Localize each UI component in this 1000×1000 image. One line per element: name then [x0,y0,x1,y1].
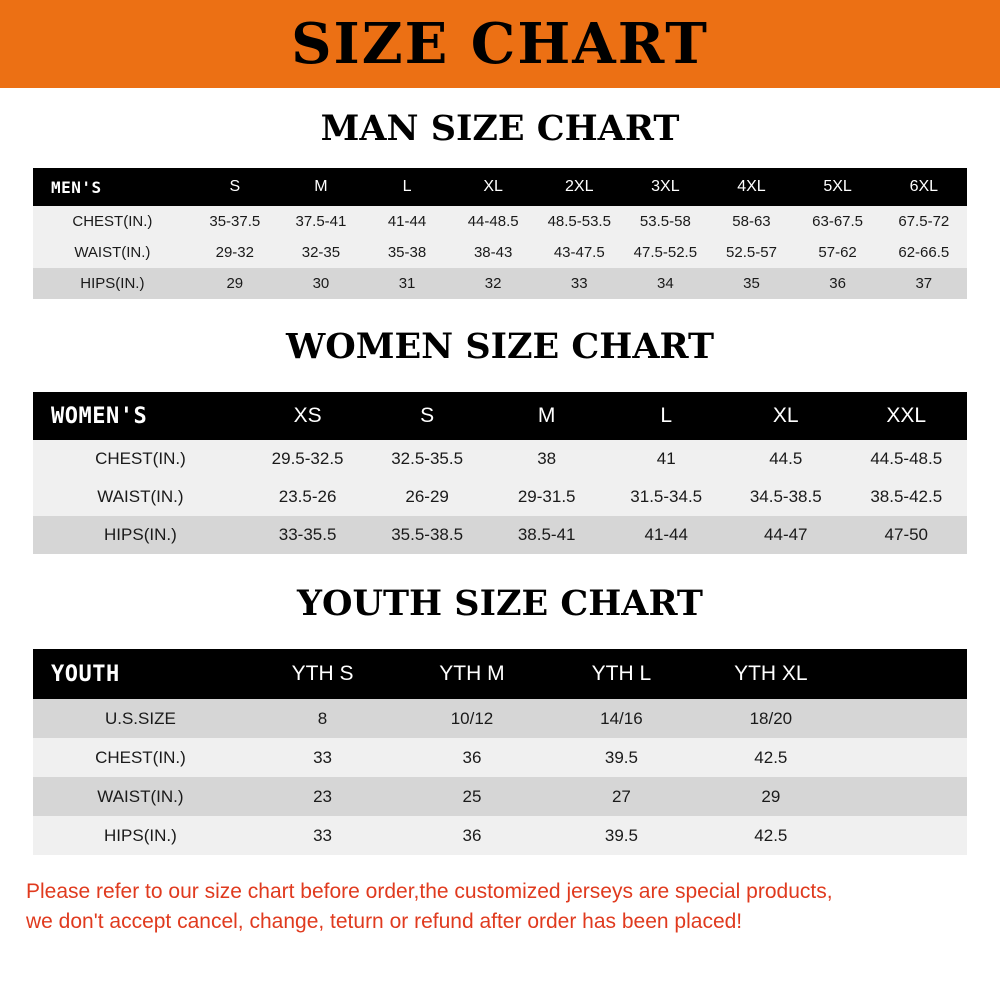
man-cell: 33 [536,268,622,299]
man-corner-label: MEN'S [51,177,102,197]
youth-cell: 33 [248,738,397,777]
man-col-header: S [229,178,241,195]
header-banner [0,0,1000,88]
man-cell: 34 [622,268,708,299]
man-col-header: 5XL [823,178,852,195]
man-col-header: XL [483,178,503,195]
man-section-heading: MAN SIZE CHART [320,108,680,149]
man-table-header-row [33,168,967,206]
youth-section-heading: YOUTH SIZE CHART [297,583,703,624]
man-cell: 30 [278,268,364,299]
page-title: SIZE CHART [291,11,709,77]
man-cell: 48.5-53.5 [536,206,622,237]
man-col-header: 4XL [737,178,766,195]
women-cell: 44.5-48.5 [846,440,967,478]
youth-cell: 39.5 [547,816,696,855]
women-cell: 29.5-32.5 [248,440,368,478]
women-cell: 38.5-41 [487,516,607,554]
youth-cell: 10/12 [397,699,546,738]
table-row [33,478,967,516]
youth-cell-empty [846,699,967,738]
youth-col-header: YTH XL [734,662,808,685]
footer-note-line-1: Please refer to our size chart before order,the customized jerseys are special products, [26,880,833,903]
man-cell: 58-63 [708,206,794,237]
women-size-table [33,392,967,554]
youth-cell-empty [846,777,967,816]
youth-cell-empty [846,738,967,777]
women-row-label: HIPS(IN.) [33,516,248,554]
youth-cell: 25 [397,777,546,816]
youth-cell: 42.5 [696,816,845,855]
women-cell: 29-31.5 [487,478,607,516]
youth-cell: 8 [248,699,397,738]
women-col-header: XS [293,404,322,427]
man-cell: 41-44 [364,206,450,237]
women-cell: 38 [487,440,607,478]
women-col-header: XL [772,404,799,427]
women-cell: 26-29 [367,478,487,516]
youth-size-table [33,649,967,855]
women-table-header-row [33,392,967,440]
man-cell: 57-62 [795,237,881,268]
man-cell: 62-66.5 [881,237,967,268]
youth-cell: 23 [248,777,397,816]
man-size-table-wrap [0,168,1000,299]
table-row [33,268,967,299]
man-cell: 37.5-41 [278,206,364,237]
women-col-header: XXL [886,404,927,427]
women-size-table-wrap [0,392,1000,554]
man-cell: 29-32 [192,237,278,268]
youth-cell: 36 [397,738,546,777]
youth-table-header-row [33,649,967,699]
women-cell: 44-47 [726,516,846,554]
women-cell: 41-44 [606,516,726,554]
women-cell: 33-35.5 [248,516,368,554]
man-cell: 36 [795,268,881,299]
youth-row-label: HIPS(IN.) [33,816,248,855]
women-cell: 31.5-34.5 [606,478,726,516]
table-row [33,816,967,855]
women-cell: 41 [606,440,726,478]
women-cell: 44.5 [726,440,846,478]
table-row [33,206,967,237]
table-row [33,237,967,268]
man-col-header: 3XL [651,178,680,195]
youth-row-label: U.S.SIZE [33,699,248,738]
man-col-header: 2XL [565,178,594,195]
youth-cell-empty [846,816,967,855]
youth-cell: 36 [397,816,546,855]
table-row [33,699,967,738]
man-cell: 43-47.5 [536,237,622,268]
man-cell: 38-43 [450,237,536,268]
women-corner-label: WOMEN'S [51,403,148,429]
man-cell: 52.5-57 [708,237,794,268]
women-cell: 23.5-26 [248,478,368,516]
man-cell: 35 [708,268,794,299]
man-cell: 37 [881,268,967,299]
youth-cell: 29 [696,777,845,816]
man-col-header: 6XL [909,178,939,195]
women-col-header: M [537,404,556,427]
man-col-header: L [402,178,412,195]
women-row-label: WAIST(IN.) [33,478,248,516]
women-row-label: CHEST(IN.) [33,440,248,478]
youth-cell: 27 [547,777,696,816]
youth-corner-label: YOUTH [51,661,120,687]
footer-note [0,855,1000,938]
man-cell: 32-35 [278,237,364,268]
man-cell: 31 [364,268,450,299]
table-row [33,738,967,777]
man-cell: 32 [450,268,536,299]
table-row [33,516,967,554]
man-row-label: WAIST(IN.) [33,237,192,268]
man-row-label: HIPS(IN.) [33,268,192,299]
table-row [33,440,967,478]
women-col-header: L [660,404,673,427]
youth-cell: 18/20 [696,699,845,738]
man-col-header: M [314,178,328,195]
man-cell: 63-67.5 [795,206,881,237]
youth-cell: 42.5 [696,738,845,777]
man-cell: 35-37.5 [192,206,278,237]
youth-col-header: YTH S [291,662,354,685]
women-cell: 35.5-38.5 [367,516,487,554]
table-row [33,777,967,816]
youth-cell: 39.5 [547,738,696,777]
man-cell: 53.5-58 [622,206,708,237]
youth-col-header-empty [846,649,967,699]
women-col-header: S [420,404,435,427]
women-section-heading: WOMEN SIZE CHART [285,326,715,367]
youth-row-label: WAIST(IN.) [33,777,248,816]
women-cell: 38.5-42.5 [846,478,967,516]
youth-col-header: YTH L [591,662,652,685]
man-cell: 47.5-52.5 [622,237,708,268]
man-cell: 35-38 [364,237,450,268]
women-cell: 34.5-38.5 [726,478,846,516]
man-cell: 44-48.5 [450,206,536,237]
footer-note-line-2: we don't accept cancel, change, teturn or refund after order has been placed! [26,910,743,934]
man-row-label: CHEST(IN.) [33,206,192,237]
youth-size-table-wrap [0,649,1000,855]
women-cell: 32.5-35.5 [367,440,487,478]
man-size-table [33,168,967,299]
man-cell: 67.5-72 [881,206,967,237]
man-cell: 29 [192,268,278,299]
youth-col-header: YTH M [439,662,505,685]
youth-row-label: CHEST(IN.) [33,738,248,777]
youth-cell: 14/16 [547,699,696,738]
women-cell: 47-50 [846,516,967,554]
youth-cell: 33 [248,816,397,855]
